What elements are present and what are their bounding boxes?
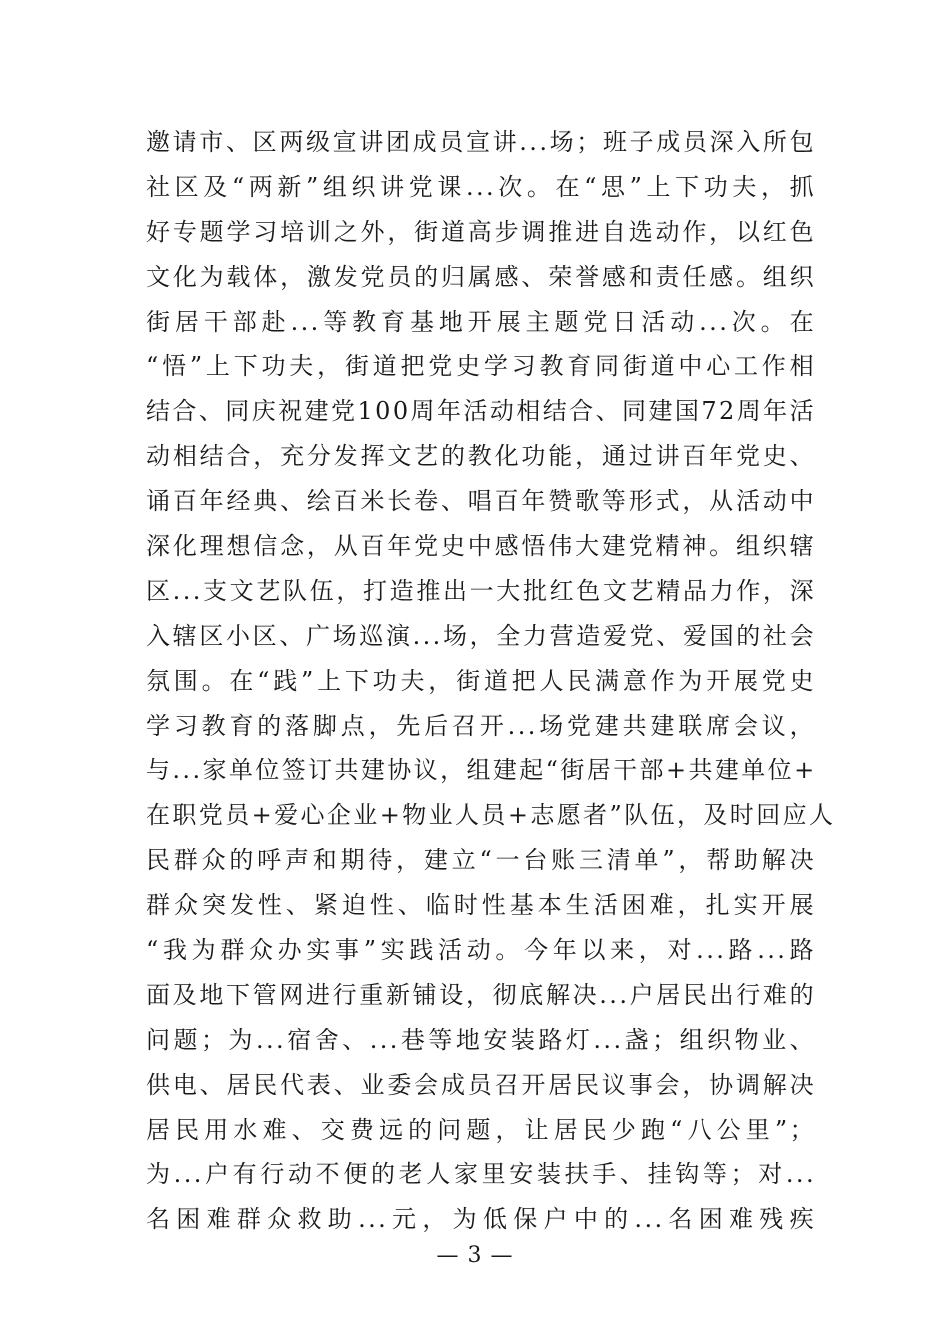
text-line: 名困难群众救助...元，为低保户中的...名困难残疾 (146, 1205, 816, 1234)
text-line: 街居干部赴...等教育基地开展主题党日活动...次。在 (146, 307, 816, 336)
text-line: 深化理想信念，从百年党史中感悟伟大建党精神。组织辖 (146, 532, 816, 561)
text-line: “悟”上下功夫，街道把党史学习教育同街道中心工作相 (146, 352, 816, 381)
text-line: 好专题学习培训之外，街道高步调推进自选动作，以红色 (146, 217, 816, 246)
text-line: 供电、居民代表、业委会成员召开居民议事会，协调解决 (146, 1070, 816, 1099)
text-line: 群众突发性、紧迫性、临时性基本生活困难，扎实开展 (146, 891, 816, 920)
text-line: 问题；为...宿舍、...巷等地安装路灯...盏；组织物业、 (146, 1025, 816, 1054)
text-line: 在职党员+爱心企业+物业人员+志愿者”队伍，及时回应人 (146, 801, 836, 830)
text-line: 与...家单位签订共建协议，组建起“街居干部+共建单位+ (146, 756, 817, 785)
text-line: 结合、同庆祝建党100周年活动相结合、同建国72周年活 (146, 397, 816, 426)
text-line: 动相结合，充分发挥文艺的教化功能，通过讲百年党史、 (146, 442, 816, 471)
text-line: “我为群众办实事”实践活动。今年以来，对...路...路 (146, 936, 816, 965)
text-line: 民群众的呼声和期待，建立“一台账三清单”，帮助解决 (146, 846, 816, 875)
page-number: — 3 — (436, 1243, 514, 1268)
text-line: 区...支文艺队伍，打造推出一大批红色文艺精品力作，深 (146, 576, 816, 605)
text-line: 邀请市、区两级宣讲团成员宣讲...场；班子成员深入所包 (146, 128, 816, 156)
text-line: 入辖区小区、广场巡演...场，全力营造爱党、爱国的社会 (146, 621, 816, 650)
text-line: 氛围。在“践”上下功夫，街道把人民满意作为开展党史 (146, 666, 816, 695)
text-line: 学习教育的落脚点，先后召开...场党建共建联席会议， (146, 711, 816, 740)
text-line: 社区及“两新”组织讲党课...次。在“思”上下功夫，抓 (146, 172, 816, 201)
text-line: 居民用水难、交费远的问题，让居民少跑“八公里”； (146, 1115, 816, 1144)
text-line: 为...户有行动不便的老人家里安装扶手、挂钩等；对... (146, 1160, 816, 1189)
text-line: 面及地下管网进行重新铺设，彻底解决...户居民出行难的 (146, 980, 816, 1009)
text-line: 诵百年经典、绘百米长卷、唱百年赞歌等形式，从活动中 (146, 487, 816, 516)
text-line: 文化为载体，激发党员的归属感、荣誉感和责任感。组织 (146, 262, 816, 291)
body-paragraph (146, 120, 836, 1242)
